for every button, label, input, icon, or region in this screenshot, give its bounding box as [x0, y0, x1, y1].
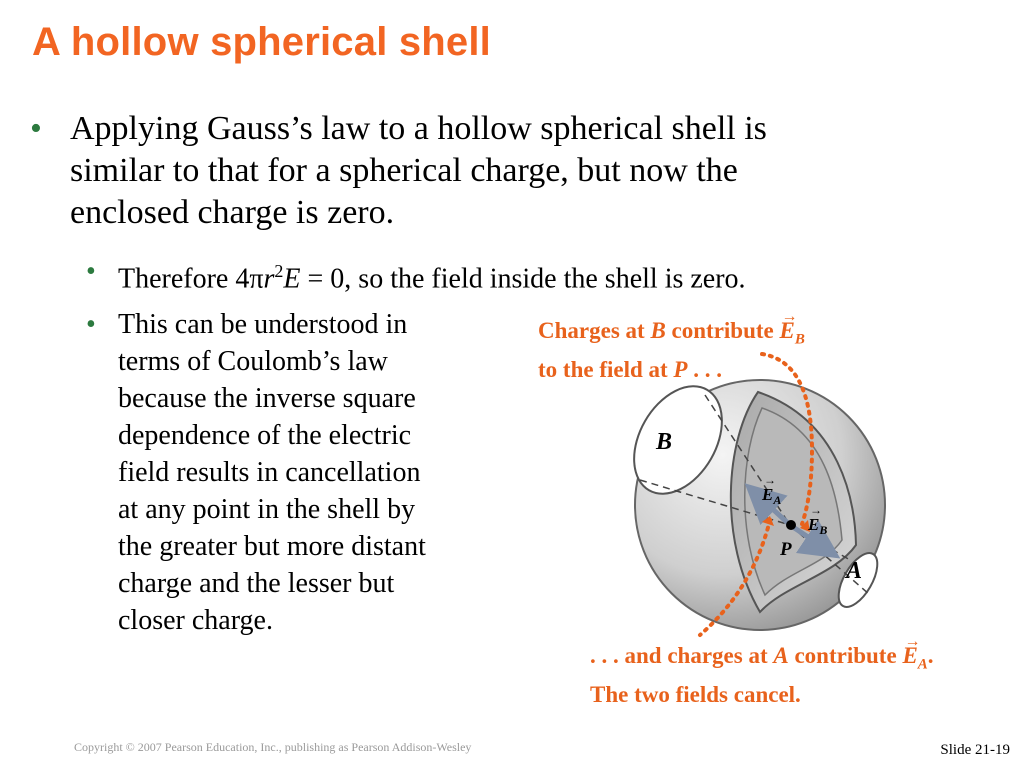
bullet-line: closer charge. — [118, 605, 273, 636]
bullet-dot: • — [86, 309, 96, 340]
caption-text: contribute — [665, 318, 780, 343]
bullet-line: terms of Coulomb’s law — [118, 346, 388, 377]
caption-text: . — [927, 643, 934, 668]
caption-line: The two fields cancel. — [590, 681, 801, 707]
bullet-line: Applying Gauss’s law to a hollow spherical shell is — [70, 110, 767, 147]
bullet-line: at any point in the shell by — [118, 494, 416, 525]
label-B: B — [656, 429, 673, 455]
caption-text: Charges at — [538, 318, 651, 343]
label-A: A — [846, 558, 863, 584]
caption-var: A — [773, 643, 789, 668]
caption-text: to the field at — [538, 356, 674, 382]
bullet-line: charge and the lesser but — [118, 568, 395, 599]
copyright-footer: Copyright © 2007 Pearson Education, Inc., publishing as Pearson Addison-Wesley — [74, 740, 472, 754]
bullet-line: dependence of the electric — [118, 420, 412, 451]
bullet-line — [118, 253, 998, 297]
exponent: 2 — [274, 261, 284, 281]
caption-var: B — [650, 318, 666, 343]
caption-line — [590, 641, 934, 680]
var-r: r — [263, 263, 275, 295]
bullet-line: because the inverse square — [118, 383, 416, 414]
bullet-dot: • — [86, 256, 96, 287]
bullet-line: the greater but more distant — [118, 531, 426, 562]
label-P: P — [780, 539, 792, 560]
caption-top — [538, 316, 805, 385]
vector-subscript: A — [917, 656, 928, 673]
point-P — [786, 520, 796, 530]
bullet-line: field results in cancellation — [118, 457, 421, 488]
caption-text: contribute — [788, 643, 903, 668]
bullet-line: This can be understood in — [118, 309, 408, 340]
equation-suffix: = 0, so the field inside the shell is zero. — [300, 263, 746, 295]
bullet-coulomb — [86, 306, 508, 639]
caption-var: P — [673, 356, 688, 382]
caption-text: . . . and charges at — [590, 643, 774, 668]
vector-subscript: B — [794, 331, 805, 348]
caption-line — [538, 355, 805, 385]
vector-E: → E — [780, 318, 795, 343]
label-EB: $E_B$ — [808, 515, 828, 537]
slide-number: Slide 21-19 — [940, 742, 1010, 758]
bullet-line: enclosed charge is zero. — [70, 194, 395, 231]
var-E: E — [283, 263, 301, 295]
pi-symbol: π — [249, 263, 264, 295]
bullet-gauss-law — [30, 108, 970, 234]
vector-arrow-glyph: → — [764, 473, 776, 487]
bullet-field-zero — [86, 253, 998, 297]
equation-prefix: Therefore 4 — [118, 263, 250, 295]
bullet-line: similar to that for a spherical charge, but now the — [70, 152, 738, 189]
label-EA: $E_A$ — [762, 485, 782, 507]
slide-title: A hollow spherical shell — [32, 20, 491, 64]
bullet-dot: • — [30, 110, 42, 147]
caption-bottom — [590, 641, 934, 710]
caption-text: . . . — [687, 356, 722, 382]
vector-E: → E — [902, 643, 917, 668]
caption-line — [538, 316, 805, 355]
vector-arrow-glyph: → — [810, 503, 822, 517]
